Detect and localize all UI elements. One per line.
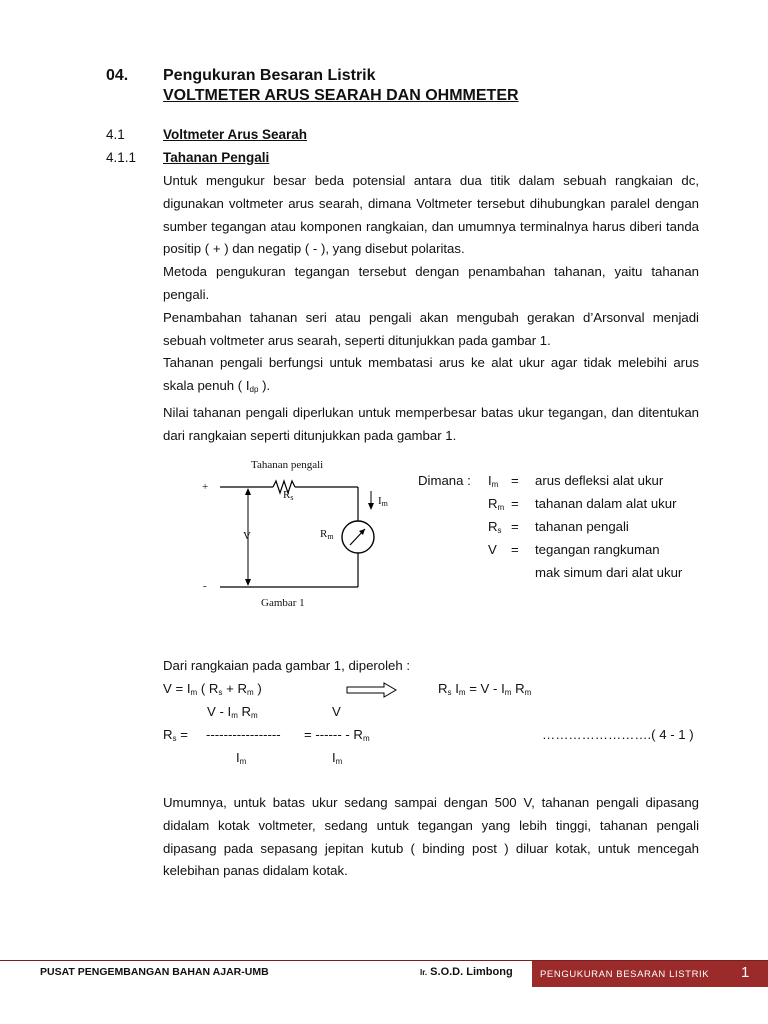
equation-1-result: $R_s$ $I_m = V - I_m$ $R_m$ [438, 681, 532, 697]
minus-terminal: - [203, 580, 207, 592]
plus-terminal: + [202, 481, 209, 493]
implies-arrow-icon [346, 682, 398, 698]
legend-row: $I_m$ [488, 473, 499, 489]
equation-number: …………………….( 4 - 1 ) [542, 727, 694, 742]
paragraph-2: Metoda pengukuran tegangan tersebut dengan penambahan tahanan, yaitu tahanan pengali. [163, 264, 699, 302]
resistor-label: Tahanan pengali [251, 459, 324, 471]
footer-topic: PENGUKURAN BESARAN LISTRIK [540, 969, 710, 980]
legend-eq: = [511, 519, 519, 534]
im-label: $I_m$ [378, 495, 388, 508]
legend-desc: arus defleksi alat ukur [535, 473, 664, 488]
legend-eq: = [511, 496, 519, 511]
circuit-diagram [195, 455, 405, 620]
paragraph-4: Tahanan pengali berfungsi untuk membatasi arus ke alat ukur agar tidak melebihi arus skala penuh ( $I_{dp}$ ). [163, 355, 699, 395]
rs-label: $R_s$ [283, 489, 294, 502]
chapter-title: Pengukuran Besaran Listrik [163, 67, 376, 84]
legend-desc: tahanan pengali [535, 519, 629, 534]
footer-institution: PUSAT PENGEMBANGAN BAHAN AJAR-UMB [40, 966, 269, 978]
subsection-title: Tahanan Pengali [163, 150, 270, 165]
legend-eq: = [511, 542, 519, 557]
chapter-number: 04. [106, 67, 129, 84]
voltage-label: V [243, 530, 251, 542]
equation-2-rhs: = ------ - $R_m$ [304, 727, 370, 743]
fraction-numerator-2: V [332, 704, 341, 719]
legend-intro: Dimana : [418, 473, 471, 488]
paragraph-3: Penambahan tahanan seri atau pengali akan mengubah gerakan d’Arsonval menjadi sebuah voltmeter arus searah, seperti ditunjukkan pada gambar 1. [163, 309, 699, 348]
derivation-intro: Dari rangkaian pada gambar 1, diperoleh : [163, 658, 411, 673]
equation-1: $V = I_m$ ( $R_s + R_m$ ) [163, 681, 262, 697]
legend-desc: tegangan rangkuman [535, 542, 660, 557]
fraction-denominator-2: $I_m$ [332, 750, 343, 766]
figure-caption: Gambar 1 [261, 597, 305, 609]
voltage-arrow-down [245, 579, 251, 586]
legend-row: V [488, 542, 497, 557]
fraction-numerator-1: V - $I_m$ $R_m$ [207, 704, 258, 720]
closing-paragraph: Umumnya, untuk batas ukur sedang sampai dengan 500 V, tahanan pengali dipasang didalam kotak voltmeter, sedang untuk tegangan yang lebih tinggi, tahanan pengali dipasang pada sepasang jepitan kutub ( binding post ) diluar kotak, untuk mencegah kelebihan panas didalam kotak. [163, 795, 699, 879]
voltage-arrow-up [245, 488, 251, 495]
legend-row: $R_s$ [488, 519, 502, 535]
rs-lhs: $R_s$ = [163, 727, 188, 743]
paragraph-1: Untuk mengukur besar beda potensial antara dua titik dalam sebuah rangkaian dc, digunakan voltmeter arus searah, dimana Voltmeter tersebut dihubungkan paralel dengan sumber tegangan atau komponen rangkaian, dan umumnya terminalnya harus diberi tanda positip ( + ) dan negatip ( - ), yang disebut polaritas. [163, 173, 699, 257]
legend-row: $R_m$ [488, 496, 505, 512]
section-number: 4.1 [106, 127, 125, 142]
body-text [163, 170, 699, 448]
subsection-number: 4.1.1 [106, 150, 137, 165]
legend-eq: = [511, 473, 519, 488]
legend-desc-cont: mak simum dari alat ukur [535, 565, 683, 580]
fraction-denominator-1: $I_m$ [236, 750, 247, 766]
footer-author: Ir. S.O.D. Limbong [420, 966, 513, 978]
page-number: 1 [741, 964, 750, 981]
current-arrow-head [368, 503, 374, 510]
legend-desc: tahanan dalam alat ukur [535, 496, 677, 511]
chapter-subtitle: VOLTMETER ARUS SEARAH DAN OHMMETER [163, 87, 519, 104]
fraction-bar-1: ----------------- [206, 727, 281, 742]
rm-label: $R_m$ [320, 528, 334, 541]
paragraph-5: Nilai tahanan pengali diperlukan untuk memperbesar batas ukur tegangan, dan ditentukan dari rangkaian seperti ditunjukkan pada gambar 1. [163, 404, 699, 443]
section-title: Voltmeter Arus Searah [163, 127, 308, 142]
